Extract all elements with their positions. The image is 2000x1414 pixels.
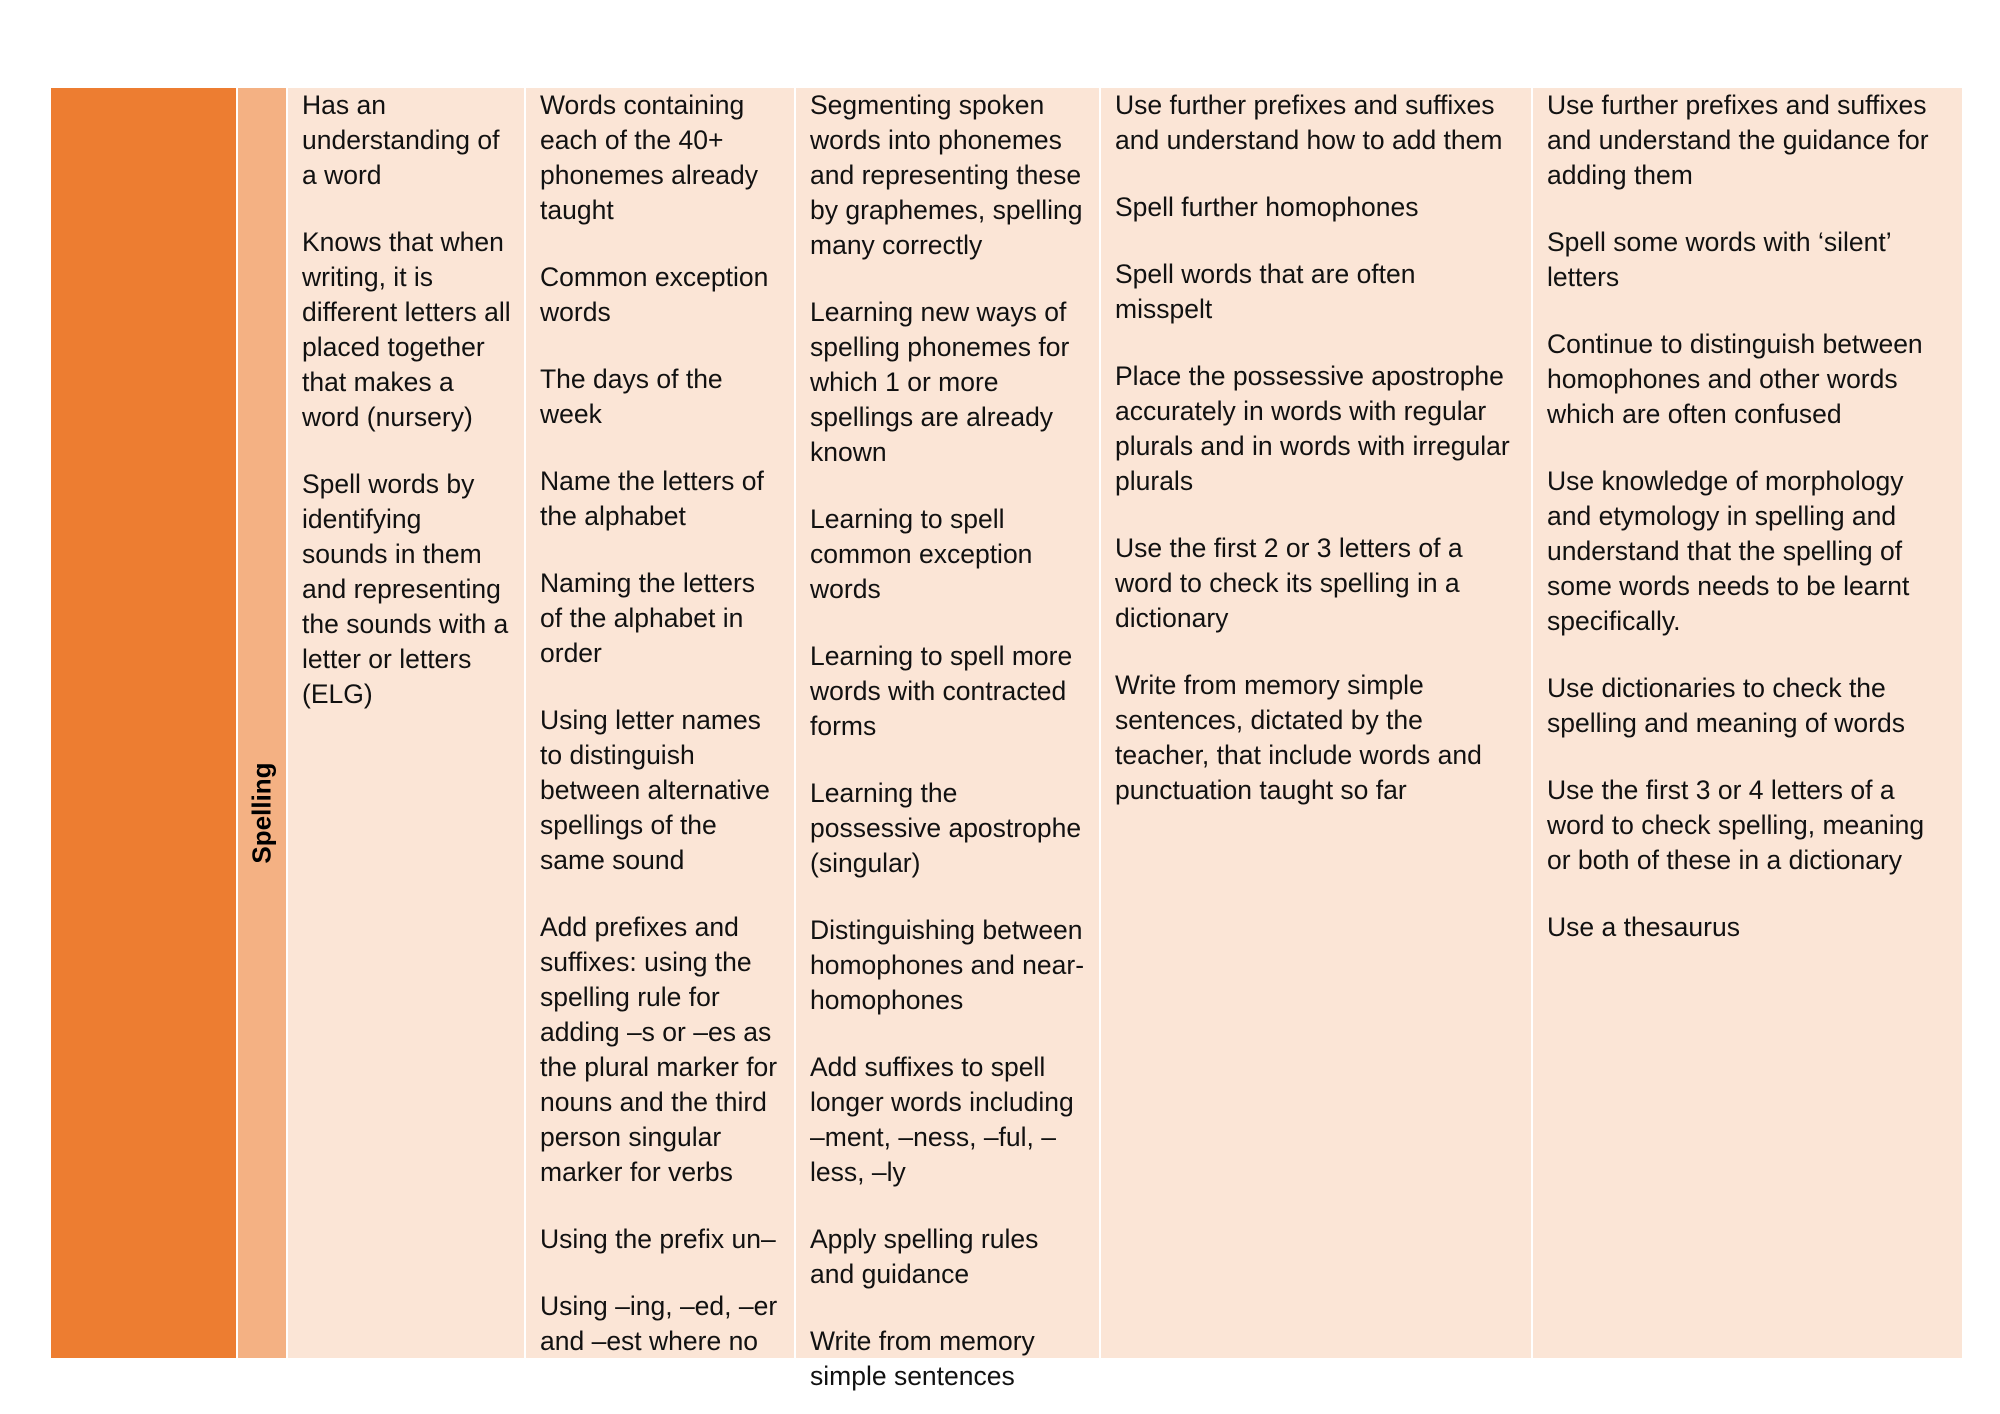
objective-item: Write from memory simple sentences bbox=[810, 1326, 1035, 1391]
objective-item: Using letter names to distinguish between alternative spellings of the same sound bbox=[540, 705, 770, 875]
objective-item: Learning new ways of spelling phonemes for which 1 or more spellings are already known bbox=[810, 297, 1070, 467]
objective-item: The days of the week bbox=[540, 364, 723, 429]
objective-item: Continue to distinguish between homophones and other words which are often confused bbox=[1547, 329, 1923, 429]
objective-item: Use a thesaurus bbox=[1547, 912, 1740, 942]
stage-column-3 bbox=[796, 88, 1099, 1391]
stage-column-4 bbox=[1101, 88, 1531, 1358]
objective-item: Add suffixes to spell longer words including –ment, –ness, –ful, –less, –ly bbox=[810, 1052, 1074, 1187]
objective-item: Spell some words with ‘silent’ letters bbox=[1547, 227, 1891, 292]
objective-item: Learning to spell more words with contracted forms bbox=[810, 641, 1073, 741]
objective-item: Common exception words bbox=[540, 262, 769, 327]
objective-item: Spell words by identifying sounds in them and representing the sounds with a letter or letters (ELG) bbox=[302, 469, 509, 709]
objective-item: Place the possessive apostrophe accurately in words with regular plurals and in words with irregular plurals bbox=[1115, 361, 1510, 496]
objective-item: Use dictionaries to check the spelling and meaning of words bbox=[1547, 673, 1905, 738]
objective-item: Spell further homophones bbox=[1115, 192, 1419, 222]
objective-item: Write from memory simple sentences, dictated by the teacher, that include words and punctuation taught so far bbox=[1115, 670, 1482, 805]
section-color-band bbox=[51, 88, 236, 1358]
objective-item: Knows that when writing, it is different letters all placed together that makes a word (nursery) bbox=[302, 227, 511, 432]
objective-item: Apply spelling rules and guidance bbox=[810, 1224, 1039, 1289]
objective-item: Add prefixes and suffixes: using the spelling rule for adding –s or –es as the plural marker for nouns and the third person singular marker for verbs bbox=[540, 912, 778, 1187]
objective-item: Learning to spell common exception words bbox=[810, 504, 1033, 604]
objective-item: Use further prefixes and suffixes and understand the guidance for adding them bbox=[1547, 90, 1929, 190]
objective-item: Using the prefix un– bbox=[540, 1224, 776, 1254]
objective-item: Using –ing, –ed, –er and –est where no bbox=[540, 1291, 778, 1356]
stage-column-5 bbox=[1533, 88, 1962, 1358]
objective-item: Distinguishing between homophones and near-homophones bbox=[810, 915, 1085, 1015]
row-label-cell bbox=[238, 88, 286, 1358]
objective-item: Has an understanding of a word bbox=[302, 90, 500, 190]
objective-item: Name the letters of the alphabet bbox=[540, 466, 764, 531]
stage-column-1 bbox=[288, 88, 524, 1358]
objective-item: Use the first 3 or 4 letters of a word to check spelling, meaning or both of these in a dictionary bbox=[1547, 775, 1925, 875]
objective-item: Spell words that are often misspelt bbox=[1115, 259, 1416, 324]
objective-item: Use further prefixes and suffixes and understand how to add them bbox=[1115, 90, 1503, 155]
objective-item: Segmenting spoken words into phonemes and representing these by graphemes, spelling many correctly bbox=[810, 90, 1083, 260]
objective-item: Words containing each of the 40+ phonemes already taught bbox=[540, 90, 759, 225]
objective-item: Use knowledge of morphology and etymology in spelling and understand that the spelling of some words needs to be learnt specifically. bbox=[1547, 466, 1910, 636]
spelling-table bbox=[51, 88, 1962, 1391]
objective-item: Learning the possessive apostrophe (singular) bbox=[810, 778, 1082, 878]
objective-item: Naming the letters of the alphabet in order bbox=[540, 568, 756, 668]
stage-column-2 bbox=[526, 88, 794, 1358]
row-label-spelling: Spelling bbox=[246, 762, 277, 864]
objective-item: Use the first 2 or 3 letters of a word to check its spelling in a dictionary bbox=[1115, 533, 1463, 633]
